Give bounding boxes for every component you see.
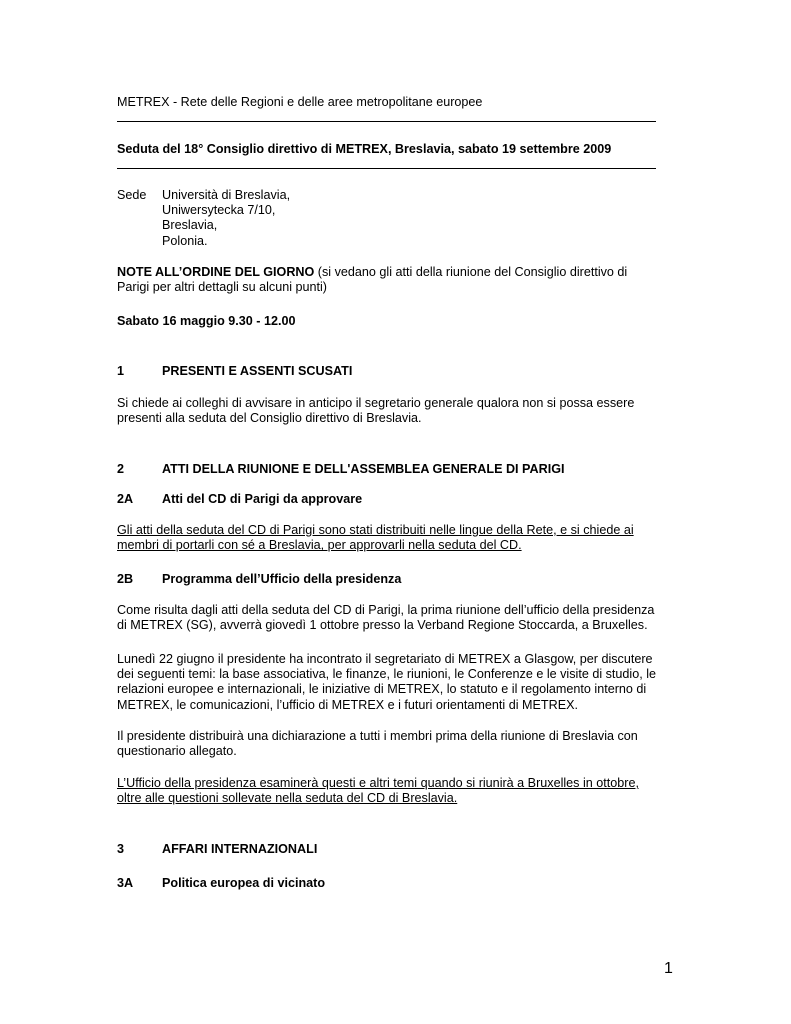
paragraph-line: di METREX (SG), avverrà giovedì 1 ottobre presso la Verband Regione Stoccarda, a Bruxelles. [117,618,648,633]
agenda-notes-text: (si vedano gli atti della riunione del Consiglio direttivo di [314,265,628,279]
header-rule [117,121,656,122]
paragraph-line: oltre alle questioni sollevate nella seduta del CD di Breslavia. [117,791,458,806]
venue-line: Breslavia, [162,218,218,233]
session-time: Sabato 16 maggio 9.30 - 12.00 [117,314,296,328]
section-title: PRESENTI E ASSENTI SCUSATI [162,364,353,378]
venue-line: Uniwersytecka 7/10, [162,203,276,218]
venue-line: Università di Breslavia, [162,188,291,202]
section-number: 3 [117,842,125,856]
section-paragraph [117,523,657,553]
paragraph-line: Il presidente distribuirà una dichiarazione a tutti i membri prima della riunione di Breslavia con [117,729,638,743]
agenda-notes-title: NOTE ALL’ORDINE DEL GIORNO [117,265,315,279]
paragraph-line: presenti alla seduta del Consiglio direttivo di Breslavia. [117,411,422,426]
paragraph-line: Gli atti della seduta del CD di Parigi sono stati distribuiti nelle lingue della Rete, e si chiede ai [117,523,634,537]
paragraph-line: Si chiede ai colleghi di avvisare in anticipo il segretario generale qualora non si possa essere [117,396,635,410]
section-number: 1 [117,364,125,378]
agenda-notes-text: Parigi per altri dettagli su alcuni punti) [117,280,328,295]
section-paragraph [117,396,657,426]
section-number: 2A [117,492,134,506]
section-title: Politica europea di vicinato [162,876,326,890]
section-paragraph [117,603,657,633]
section-number: 2 [117,462,125,476]
section-paragraph [117,729,657,759]
paragraph-line: Come risulta dagli atti della seduta del CD di Parigi, la prima riunione dell’ufficio della presidenza [117,603,655,617]
venue-line: Polonia. [162,233,208,248]
venue-label: Sede [117,188,147,202]
section-title: AFFARI INTERNAZIONALI [162,842,318,856]
meeting-title: Seduta del 18° Consiglio direttivo di METREX, Breslavia, sabato 19 settembre 2009 [117,142,612,156]
venue-address [162,188,290,249]
section-paragraph [117,652,657,713]
paragraph-line: relazioni europee e internazionali, le iniziative di METREX, lo statuto e il regolamento interno di [117,682,647,697]
section-number: 2B [117,572,134,586]
paragraph-line: Lunedì 22 giugno il presidente ha incontrato il segretariato di METREX a Glasgow, per discutere [117,652,653,666]
paragraph-line: L’Ufficio della presidenza esaminerà questi e altri temi quando si riunirà a Bruxelles in ottobre, [117,776,639,790]
paragraph-line: questionario allegato. [117,744,237,759]
paragraph-line: dei seguenti temi: la base associativa, le finanze, le riunioni, le Conferenze e le visite di studio, le [117,667,657,682]
section-paragraph [117,776,657,806]
section-title: Programma dell’Ufficio della presidenza [162,572,402,586]
organization-line: METREX - Rete delle Regioni e delle aree metropolitane europee [117,95,483,109]
page-number: 1 [664,960,673,977]
section-number: 3A [117,876,134,890]
section-title: Atti del CD di Parigi da approvare [162,492,363,506]
section-title: ATTI DELLA RIUNIONE E DELL'ASSEMBLEA GENERALE DI PARIGI [162,462,565,476]
title-rule [117,168,656,169]
paragraph-line: membri di portarli con sé a Breslavia, per approvarli nella seduta del CD. [117,538,522,553]
agenda-notes [117,265,657,295]
paragraph-line: METREX, le comunicazioni, l’ufficio di METREX e i futuri orientamenti di METREX. [117,697,578,712]
